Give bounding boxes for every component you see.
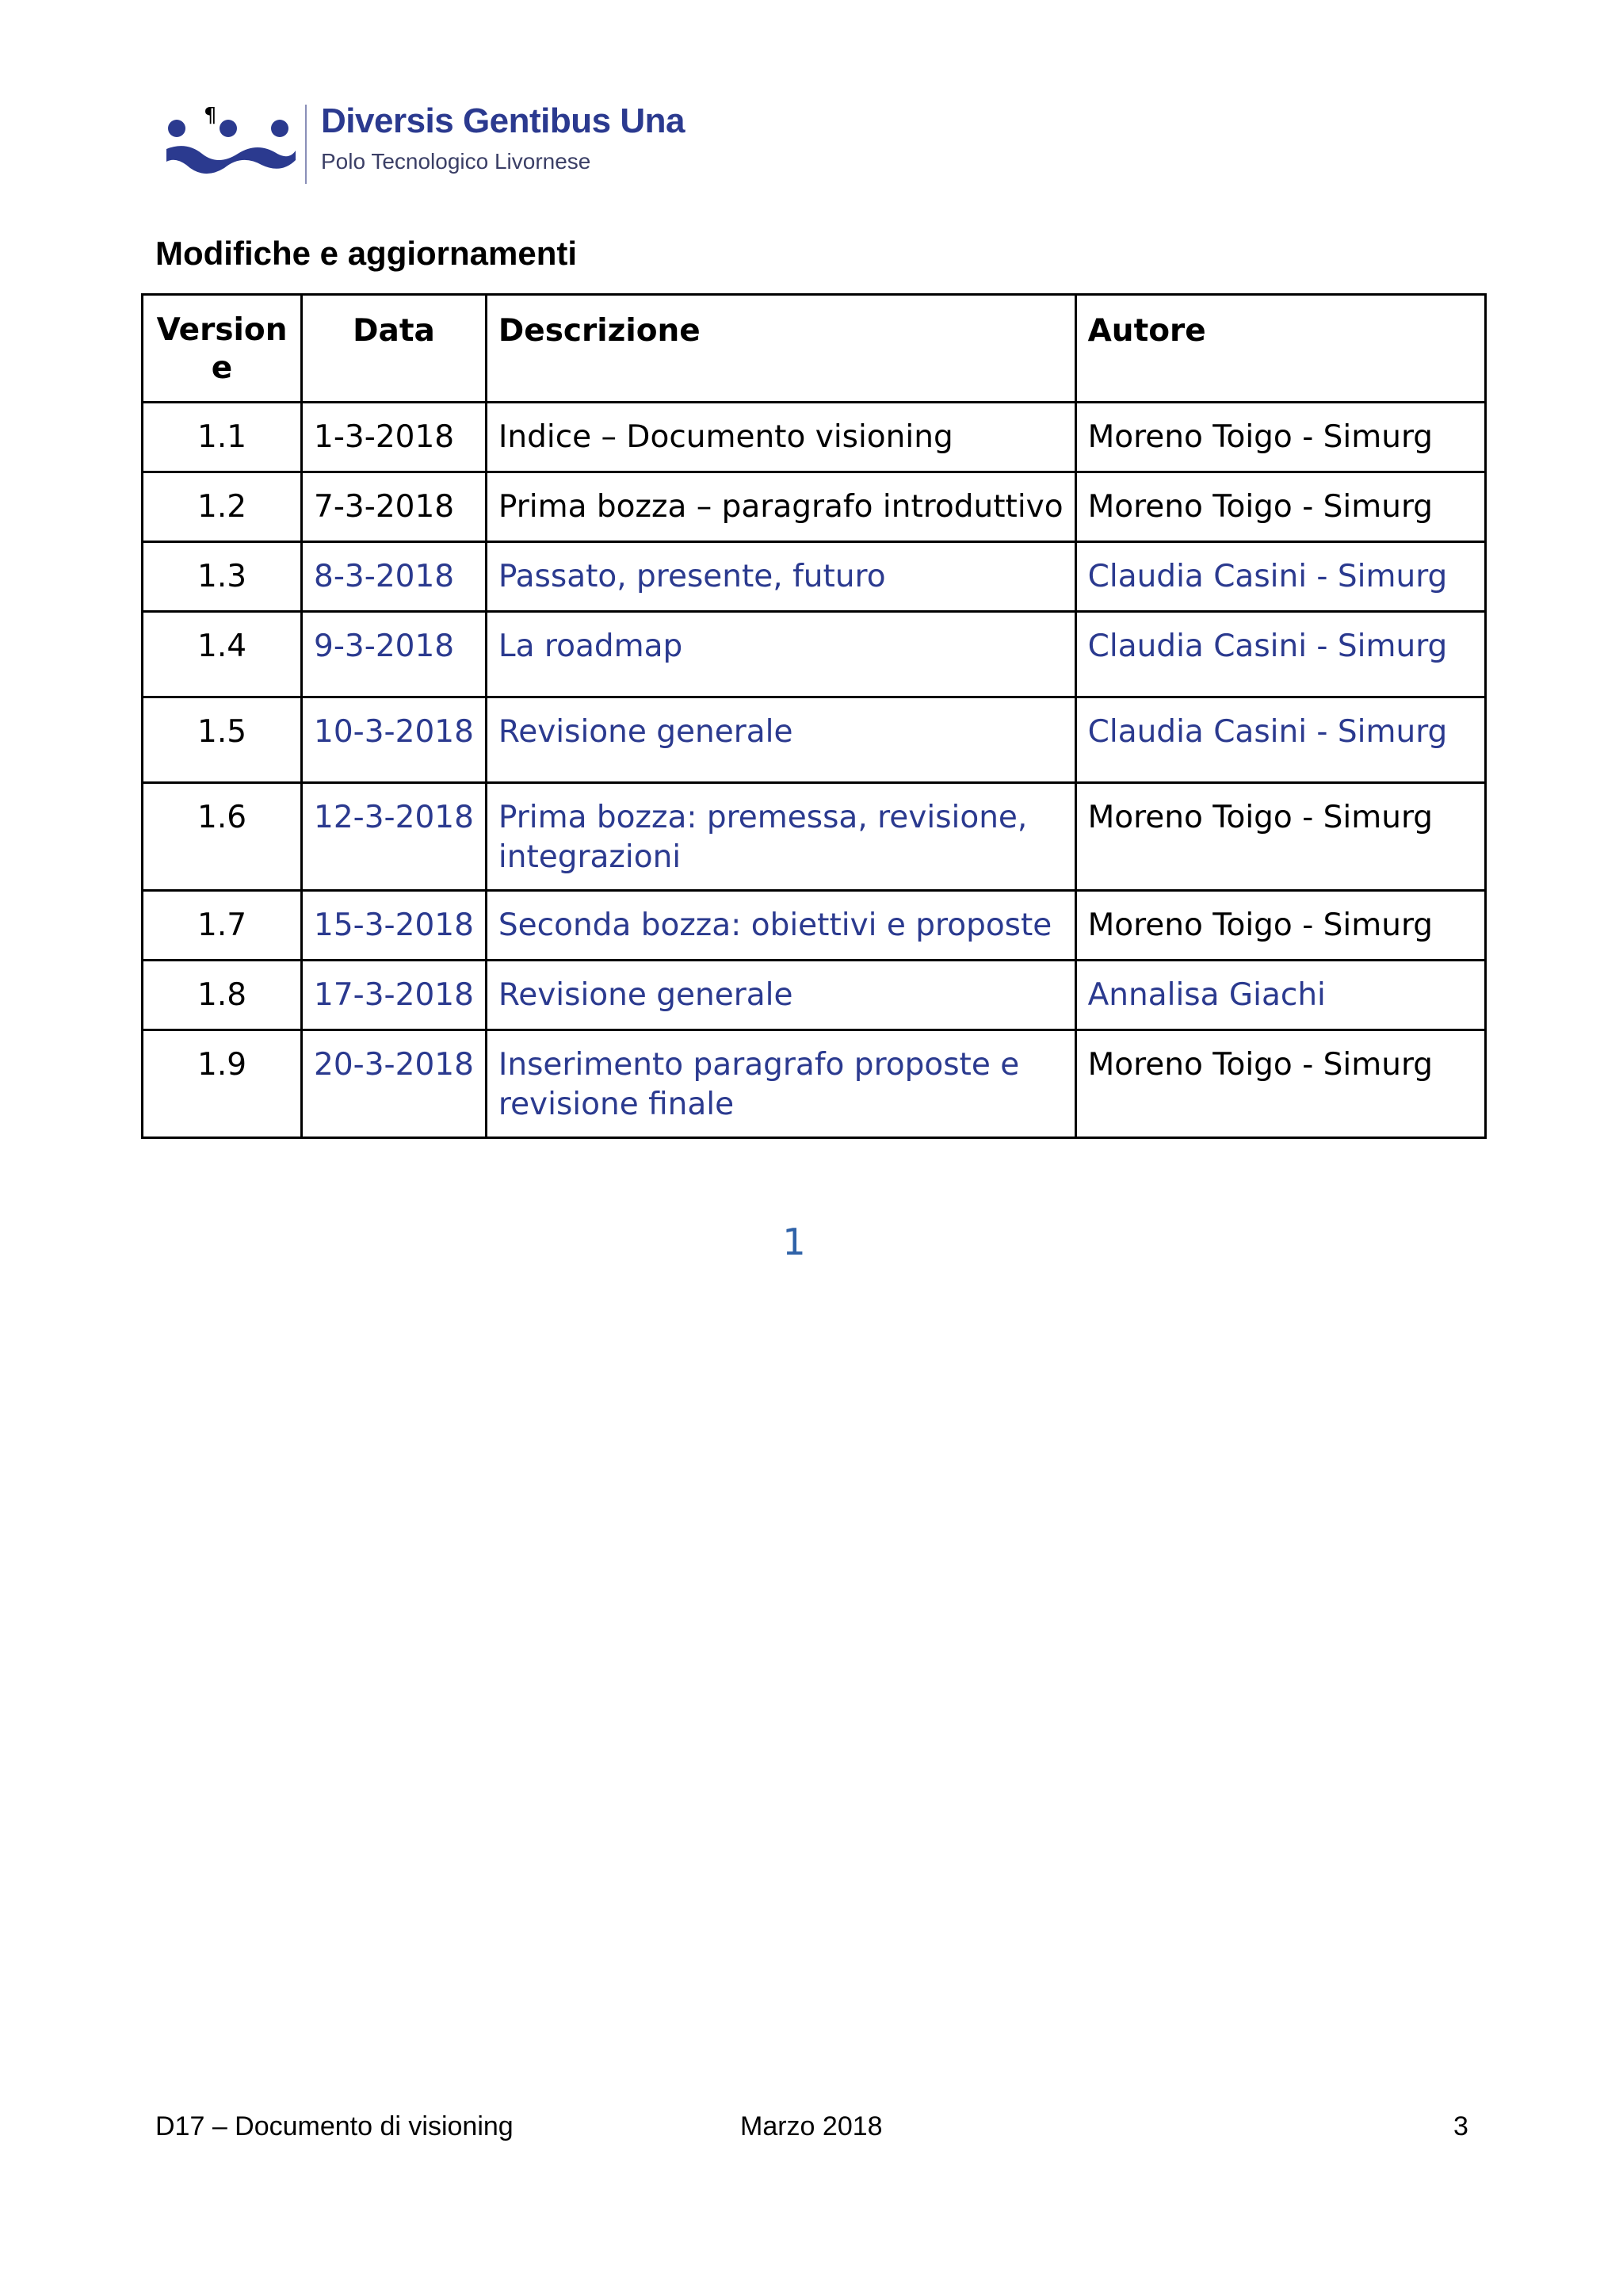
cell-autore: Moreno Toigo - Simurg [1075, 1030, 1485, 1138]
cell-version: 1.4 [143, 612, 302, 697]
cell-autore: Claudia Casini - Simurg [1075, 612, 1485, 697]
cell-descrizione: Indice – Documento visioning [486, 403, 1075, 472]
revision-table [141, 293, 1487, 1139]
footer-page-number: 3 [1453, 2111, 1468, 2141]
logo-title: Diversis Gentibus Una [321, 101, 685, 140]
cell-data: 8-3-2018 [302, 542, 487, 612]
cell-version: 1.2 [143, 472, 302, 542]
cell-data: 10-3-2018 [302, 697, 487, 783]
footer-document-title: D17 – Documento di visioning [155, 2111, 514, 2141]
table-row [143, 542, 1486, 612]
header-version [143, 295, 302, 403]
table-row [143, 697, 1486, 783]
cell-descrizione: Revisione generale [486, 697, 1075, 783]
table-row [143, 891, 1486, 961]
logo-mark-symbol: ¶ [204, 104, 217, 128]
cell-version: 1.6 [143, 783, 302, 891]
cell-data: 7-3-2018 [302, 472, 487, 542]
cell-autore: Claudia Casini - Simurg [1075, 542, 1485, 612]
cell-descrizione: Seconda bozza: obiettivi e proposte [486, 891, 1075, 961]
cell-data: 17-3-2018 [302, 961, 487, 1030]
cell-autore: Moreno Toigo - Simurg [1075, 472, 1485, 542]
cell-autore: Moreno Toigo - Simurg [1075, 891, 1485, 961]
cell-version: 1.9 [143, 1030, 302, 1138]
header-version-line1: Version [156, 312, 288, 348]
header-version-line2: e [211, 350, 233, 386]
cell-descrizione: La roadmap [486, 612, 1075, 697]
cell-data: 1-3-2018 [302, 403, 487, 472]
table-row [143, 783, 1486, 891]
table-row [143, 612, 1486, 697]
header-descrizione: Descrizione [486, 295, 1075, 403]
cell-autore: Moreno Toigo - Simurg [1075, 783, 1485, 891]
table-row [143, 472, 1486, 542]
cell-autore: Moreno Toigo - Simurg [1075, 403, 1485, 472]
logo-waves-icon [162, 101, 297, 189]
cell-version: 1.5 [143, 697, 302, 783]
header-data: Data [302, 295, 487, 403]
cell-descrizione: Inserimento paragrafo proposte e revisione finale [486, 1030, 1075, 1138]
footer-date: Marzo 2018 [740, 2111, 883, 2141]
logo-subtitle: Polo Tecnologico Livornese [321, 149, 591, 174]
cell-version: 1.7 [143, 891, 302, 961]
table-header-row [143, 295, 1486, 403]
cell-version: 1.3 [143, 542, 302, 612]
logo-divider [305, 105, 307, 184]
cell-data: 12-3-2018 [302, 783, 487, 891]
cell-data: 20-3-2018 [302, 1030, 487, 1138]
cell-descrizione: Revisione generale [486, 961, 1075, 1030]
header-autore: Autore [1075, 295, 1485, 403]
cell-autore: Claudia Casini - Simurg [1075, 697, 1485, 783]
cell-version: 1.1 [143, 403, 302, 472]
cell-descrizione: Passato, presente, futuro [486, 542, 1075, 612]
cell-autore: Annalisa Giachi [1075, 961, 1485, 1030]
cell-descrizione: Prima bozza: premessa, revisione, integrazioni [486, 783, 1075, 891]
page-marker: 1 [782, 1221, 806, 1263]
cell-data: 9-3-2018 [302, 612, 487, 697]
cell-descrizione: Prima bozza – paragrafo introduttivo [486, 472, 1075, 542]
section-title: Modifiche e aggiornamenti [155, 235, 578, 272]
logo [162, 101, 685, 189]
table-row [143, 1030, 1486, 1138]
table-row [143, 403, 1486, 472]
table-row [143, 961, 1486, 1030]
cell-data: 15-3-2018 [302, 891, 487, 961]
cell-version: 1.8 [143, 961, 302, 1030]
